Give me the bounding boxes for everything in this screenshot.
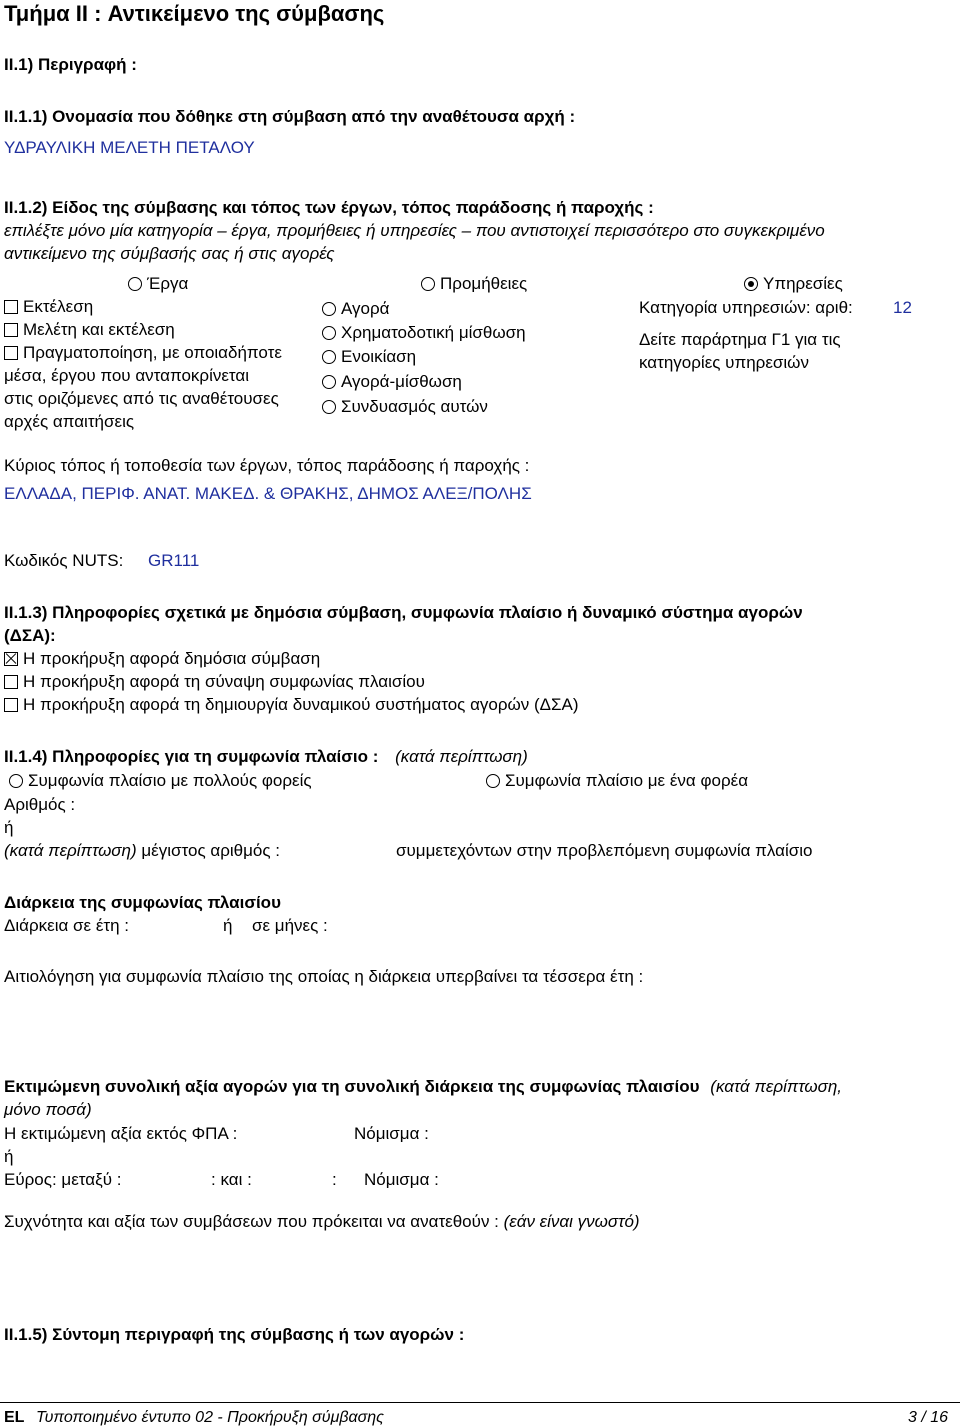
radio-empty-icon <box>9 774 23 788</box>
checkbox-icon <box>4 346 18 360</box>
works-option-realisation-line3: στις οριζόμενες από τις αναθέτουσες <box>4 389 279 408</box>
nuts-value: GR111 <box>148 551 200 570</box>
works-option-design-execution[interactable] <box>4 320 175 340</box>
section-title: Τμήμα II : Αντικείμενο της σύμβασης <box>4 1 385 26</box>
option-label: Εκτέλεση <box>23 297 94 316</box>
option-label: Η προκήρυξη αφορά τη σύναψη συμφωνίας πλαισίου <box>23 672 425 691</box>
frequency-label <box>4 1212 640 1232</box>
max-number-label <box>4 841 280 861</box>
duration-months-label: σε μήνες : <box>252 916 328 935</box>
supplies-option-combination[interactable] <box>322 397 488 417</box>
footer-divider <box>0 1402 960 1403</box>
section-ii13-heading-line2: (ΔΣΑ): <box>4 626 56 645</box>
duration-heading: Διάρκεια της συμφωνίας πλαισίου <box>4 893 281 912</box>
number-label: Αριθμός : <box>4 795 76 814</box>
public-contract-option[interactable] <box>4 649 320 669</box>
option-label: Αγορά-μίσθωση <box>341 372 462 391</box>
radio-empty-icon <box>486 774 500 788</box>
radio-empty-icon <box>128 277 142 291</box>
section-ii11-heading: II.1.1) Ονομασία που δόθηκε στη σύμβαση από την αναθέτουσα αρχή : <box>4 107 576 126</box>
option-label: Χρηματοδοτική μίσθωση <box>341 323 526 342</box>
max-italic: (κατά περίπτωση) <box>4 841 137 860</box>
section-ii1-heading: II.1) Περιγραφή : <box>4 55 137 74</box>
services-category-label: Κατηγορία υπηρεσιών: αριθ: <box>639 298 853 317</box>
supplies-option-purchase[interactable] <box>322 299 390 319</box>
duration-years-label: Διάρκεια σε έτη : <box>4 916 130 935</box>
checkbox-icon <box>4 675 18 689</box>
works-option-realisation-line4: αρχές απαιτήσεις <box>4 412 135 431</box>
framework-many-operators-radio[interactable] <box>9 771 312 791</box>
radio-empty-icon <box>322 302 336 316</box>
checkbox-icon <box>4 698 18 712</box>
services-label: Υπηρεσίες <box>763 274 843 293</box>
checkbox-icon <box>4 323 18 337</box>
option-label: Συμφωνία πλαίσιο με πολλούς φορείς <box>28 771 312 790</box>
checkbox-checked-icon <box>4 652 18 666</box>
services-radio[interactable] <box>744 274 843 294</box>
estimated-note-line2: μόνο ποσά) <box>4 1100 92 1119</box>
range-and: : και : <box>211 1170 252 1189</box>
option-label: Συνδυασμός αυτών <box>341 397 488 416</box>
location-value: ΕΛΛΑΔΑ, ΠΕΡΙΦ. ΑΝΑΤ. ΜΑΚΕΔ. & ΘΡΑΚΗΣ, ΔΗΜΟΣ ΑΛΕΞ/ΠΟΛΗΣ <box>4 484 532 503</box>
or-label: ή <box>4 818 14 837</box>
framework-single-operator-radio[interactable] <box>486 771 748 791</box>
section-ii15-heading: II.1.5) Σύντομη περιγραφή της σύμβασης ή των αγορών : <box>4 1325 465 1344</box>
estimated-note: (κατά περίπτωση, <box>710 1077 842 1096</box>
radio-selected-icon <box>744 277 758 291</box>
section-ii12-heading: II.1.2) Είδος της σύμβασης και τόπος των έργων, τόπος παράδοσης ή παροχής : <box>4 198 654 217</box>
footer-page: 3 / 16 <box>908 1409 949 1426</box>
radio-empty-icon <box>421 277 435 291</box>
frequency-note: (εάν είναι γνωστό) <box>503 1212 640 1231</box>
radio-empty-icon <box>322 326 336 340</box>
radio-empty-icon <box>322 350 336 364</box>
option-label: Πραγματοποίηση, με οποιαδήποτε <box>23 343 282 362</box>
contract-title-value: ΥΔΡΑΥΛΙΚΗ ΜΕΛΕΤΗ ΠΕΤΑΛΟΥ <box>4 138 255 157</box>
supplies-option-lease[interactable] <box>322 323 526 343</box>
footer-lang: EL <box>4 1409 25 1426</box>
nuts-label: Κωδικός NUTS: <box>4 551 124 570</box>
works-option-realisation-line2: μέσα, έργου που ανταποκρίνεται <box>4 366 250 385</box>
option-label: Αγορά <box>341 299 390 318</box>
services-note-line-2: κατηγορίες υπηρεσιών <box>639 353 809 372</box>
estimated-value-heading <box>4 1077 842 1097</box>
est-value-label: Η εκτιμώμενη αξία εκτός ΦΠΑ : <box>4 1124 238 1143</box>
section-ii14-heading <box>4 747 528 767</box>
services-note-line-1: Δείτε παράρτημα Γ1 για τις <box>639 330 841 349</box>
section-ii13-heading: II.1.3) Πληροφορίες σχετικά με δημόσια σύμβαση, συμφωνία πλαίσιο ή δυναμικό σύστημα αγορών <box>4 603 803 622</box>
option-label: Συμφωνία πλαίσιο με ένα φορέα <box>505 771 749 790</box>
works-radio[interactable] <box>128 274 188 294</box>
option-label: Μελέτη και εκτέλεση <box>23 320 175 339</box>
option-label: Ενοικίαση <box>341 347 417 366</box>
range-colon: : <box>332 1170 337 1189</box>
range-currency: Νόμισμα : <box>364 1170 439 1189</box>
heading-text: II.1.4) Πληροφορίες για τη συμφωνία πλαίσιο : <box>4 747 379 766</box>
frequency-text: Συχνότητα και αξία των συμβάσεων που πρόκειται να ανατεθούν : <box>4 1212 499 1231</box>
option-label: Η προκήρυξη αφορά δημόσια σύμβαση <box>23 649 321 668</box>
dps-option[interactable] <box>4 695 579 715</box>
instruction-line-1: επιλέξτε μόνο μία κατηγορία – έργα, προμήθειες ή υπηρεσίες – που αντιστοιχεί περισσότερο στο συγκεκριμένο <box>4 221 825 240</box>
works-label: Έργα <box>147 274 189 293</box>
footer-form: Τυποποιημένο έντυπο 02 - Προκήρυξη σύμβασης <box>36 1409 384 1426</box>
supplies-option-rental[interactable] <box>322 347 416 367</box>
radio-empty-icon <box>322 375 336 389</box>
or-label-2: ή <box>4 1147 14 1166</box>
max-text: μέγιστος αριθμός : <box>136 841 280 860</box>
option-label: Η προκήρυξη αφορά τη δημιουργία δυναμικού συστήματος αγορών (ΔΣΑ) <box>23 695 579 714</box>
currency-label: Νόμισμα : <box>354 1124 429 1143</box>
supplies-label: Προμήθειες <box>440 274 528 293</box>
works-option-execution[interactable] <box>4 297 93 317</box>
range-label: Εύρος: μεταξύ : <box>4 1170 122 1189</box>
checkbox-icon <box>4 300 18 314</box>
framework-agreement-option[interactable] <box>4 672 425 692</box>
works-option-realisation[interactable] <box>4 343 282 363</box>
estimated-bold: Εκτιμώμενη συνολική αξία αγορών για τη συνολική διάρκεια της συμφωνίας πλαισίου <box>4 1077 700 1096</box>
justification-label: Αιτιολόγηση για συμφωνία πλαίσιο της οποίας η διάρκεια υπερβαίνει τα τέσσερα έτη : <box>4 967 644 986</box>
duration-or: ή <box>223 916 233 935</box>
instruction-line-2: αντικείμενο της σύμβασής σας ή στις αγορές <box>4 244 335 263</box>
heading-note: (κατά περίπτωση) <box>395 747 528 766</box>
location-label: Κύριος τόπος ή τοποθεσία των έργων, τόπος παράδοσης ή παροχής : <box>4 456 530 475</box>
supplies-radio[interactable] <box>421 274 527 294</box>
participants-label: συμμετεχόντων στην προβλεπόμενη συμφωνία πλαίσιο <box>396 841 813 860</box>
radio-empty-icon <box>322 400 336 414</box>
supplies-option-hire-purchase[interactable] <box>322 372 462 392</box>
services-category-value: 12 <box>893 298 912 317</box>
